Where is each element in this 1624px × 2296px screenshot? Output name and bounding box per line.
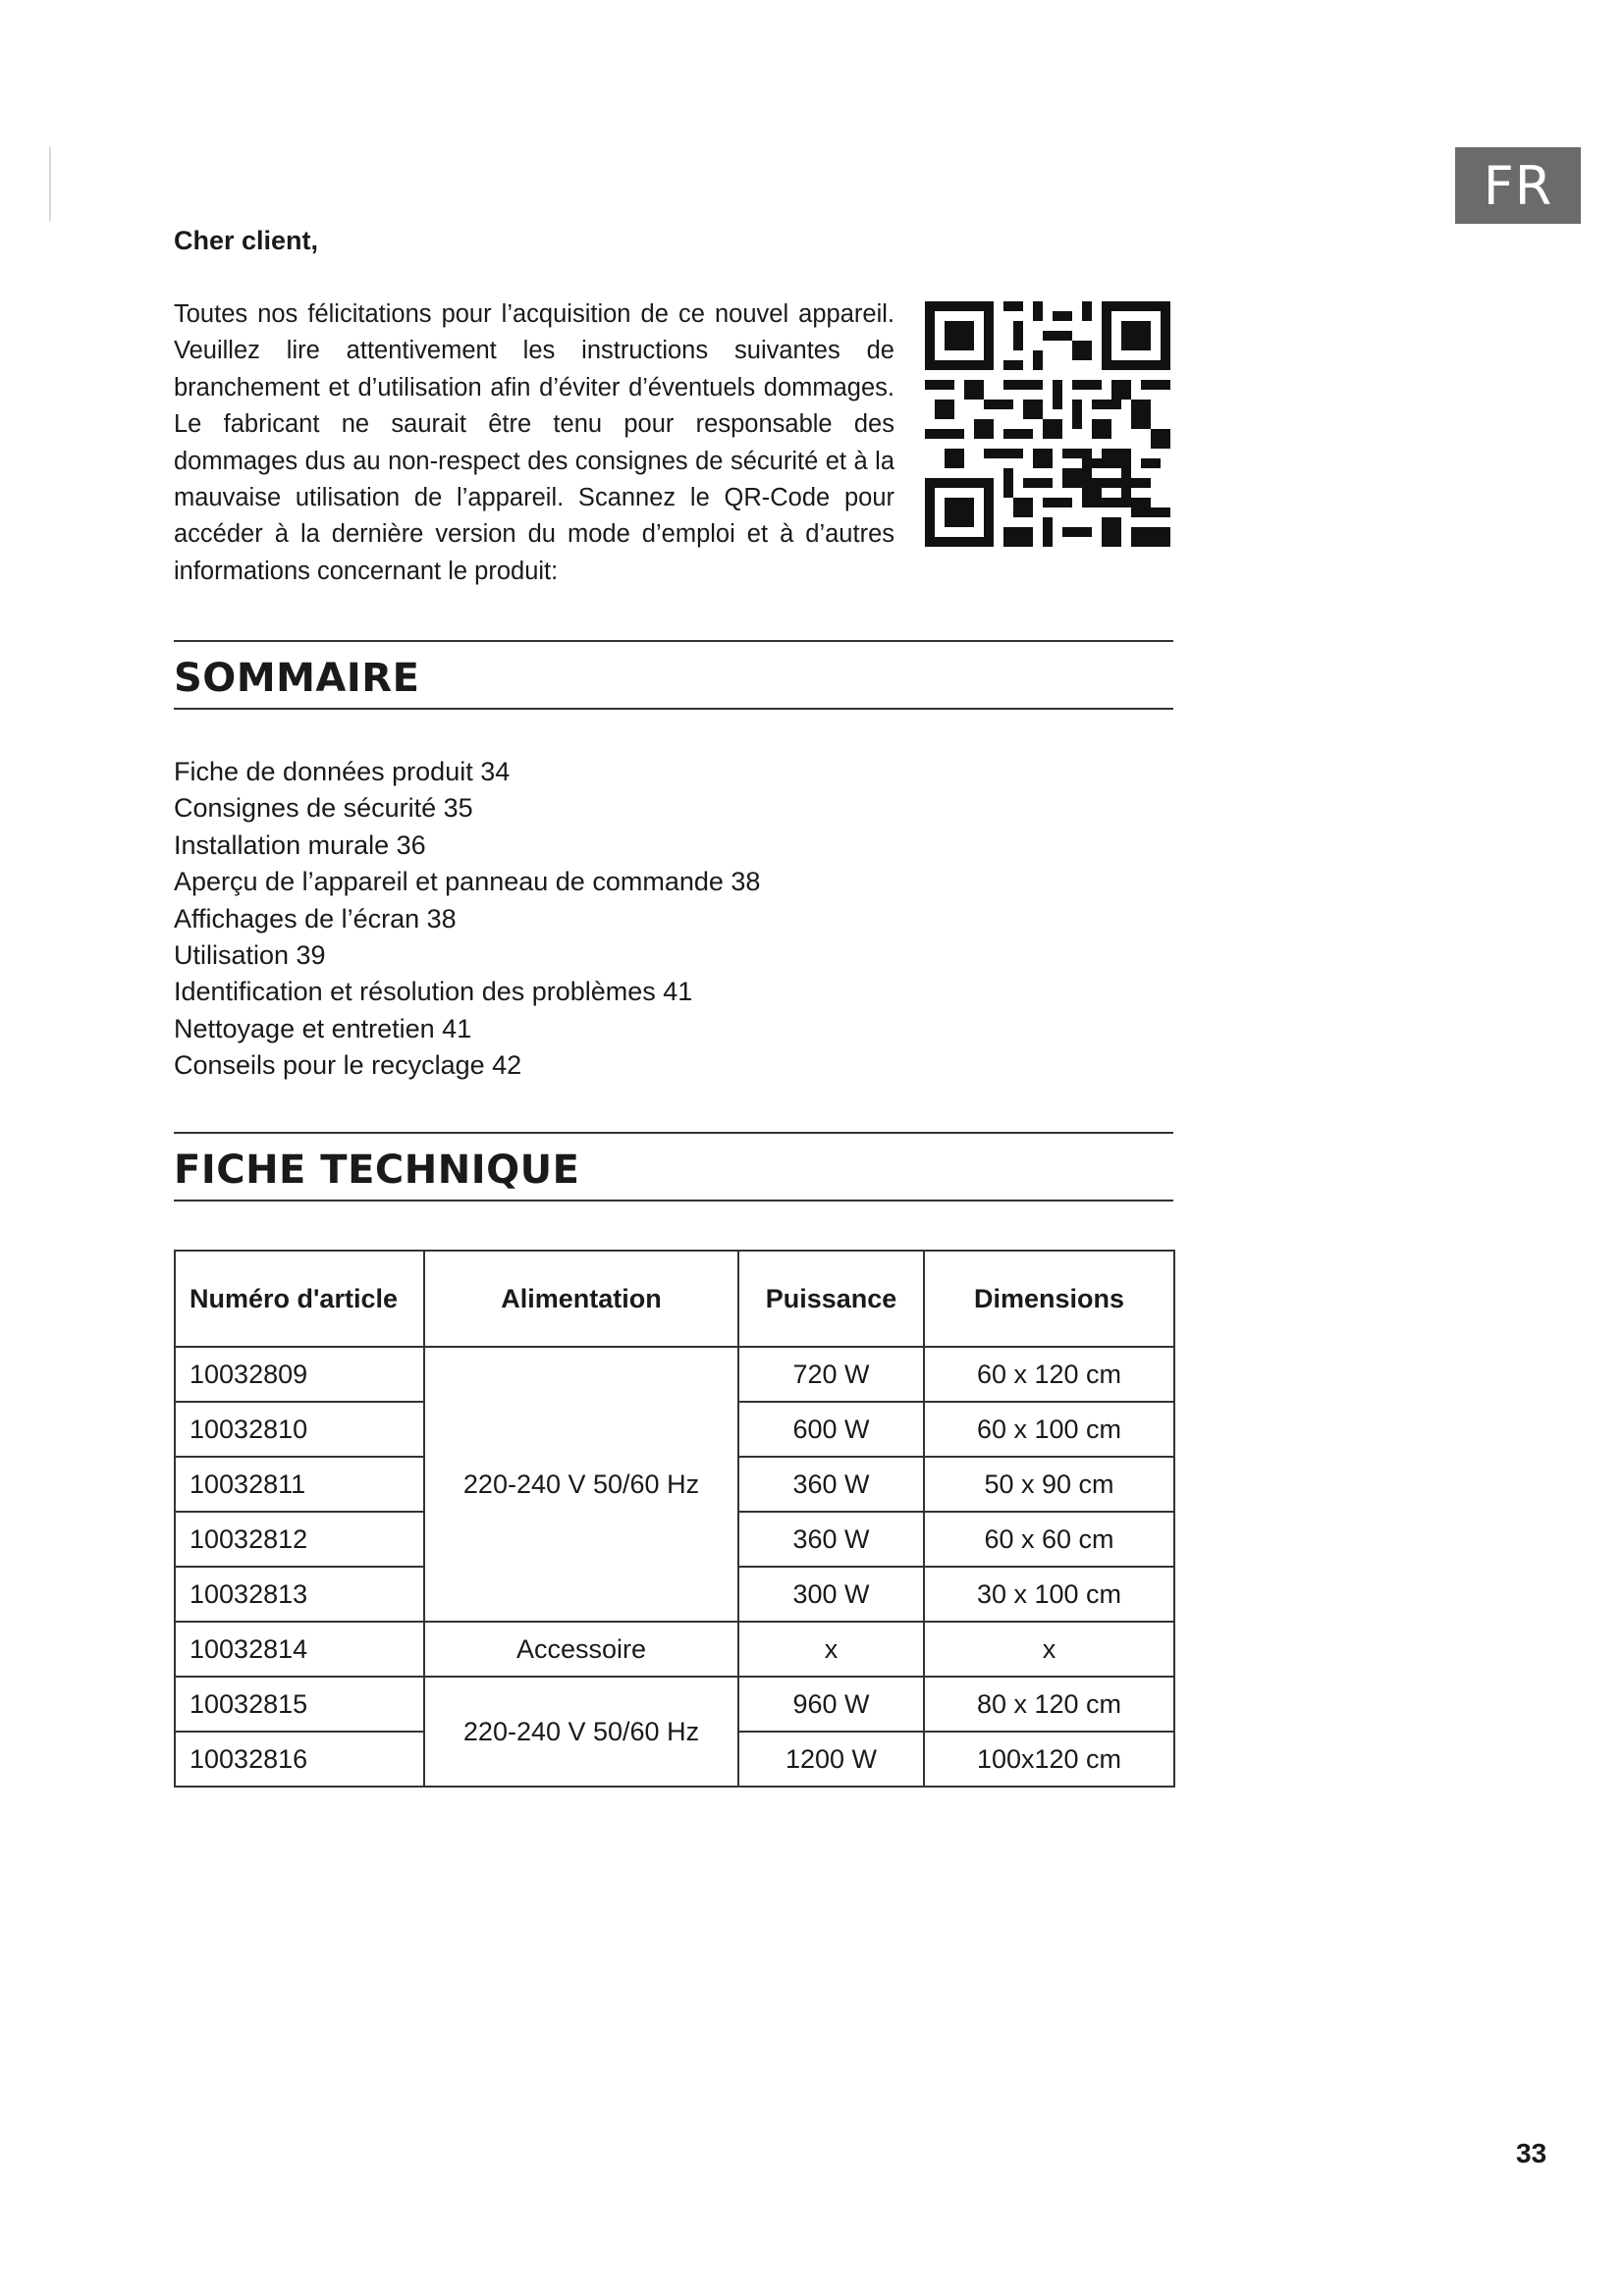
intro-paragraph: Toutes nos félicitations pour l’acquisition de ce nouvel appareil. Veuillez lire attentivement les instructions suivantes de branchement et d’utilisation afin d’éviter d’éventuels dommages. Le fabricant ne saurait être tenu pour responsable des dommages dus au non-respect des consignes de sécurité et à la mauvaise utilisation de l’appareil. Scannez le QR-Code pour accéder à la dernière version du mode d’emploi et à d’autres informations concernant le produit: [174, 300, 894, 585]
header-power: Puissance [738, 1251, 924, 1347]
table-row [175, 1347, 1174, 1402]
power-cell: 600 W [738, 1402, 924, 1457]
toc-item[interactable]: Conseils pour le recyclage 42 [174, 1050, 522, 1081]
dimensions-cell: 60 x 100 cm [924, 1402, 1174, 1457]
header-dimensions: Dimensions [924, 1251, 1174, 1347]
toc-item[interactable]: Consignes de sécurité 35 [174, 793, 473, 824]
toc-item[interactable]: Utilisation 39 [174, 939, 326, 970]
page-number: 33 [1516, 2138, 1547, 2168]
article-cell: 10032816 [175, 1732, 424, 1787]
supply-cell: 220-240 V 50/60 Hz [424, 1347, 738, 1622]
power-cell: 720 W [738, 1347, 924, 1402]
language-tab: FR [1455, 147, 1581, 224]
power-cell: 360 W [738, 1457, 924, 1512]
dimensions-cell: 80 x 120 cm [924, 1677, 1174, 1732]
dimensions-cell: 60 x 120 cm [924, 1347, 1174, 1402]
fiche-technique-title: FICHE TECHNIQUE [174, 1148, 580, 1193]
article-cell: 10032809 [175, 1347, 424, 1402]
table-row [175, 1677, 1174, 1732]
dimensions-cell: 100x120 cm [924, 1732, 1174, 1787]
spec-table [174, 1250, 1175, 1788]
article-cell: 10032812 [175, 1512, 424, 1567]
header-article: Numéro d'article [175, 1251, 424, 1347]
article-cell: 10032813 [175, 1567, 424, 1622]
rule-top-fiche [174, 1132, 1173, 1134]
power-cell: x [738, 1622, 924, 1677]
supply-cell: Accessoire [424, 1622, 738, 1677]
article-cell: 10032815 [175, 1677, 424, 1732]
article-cell: 10032814 [175, 1622, 424, 1677]
greeting: Cher client, [174, 226, 319, 255]
toc-item[interactable]: Identification et résolution des problèmes 41 [174, 977, 693, 1007]
rule-top-sommaire [174, 640, 1173, 642]
power-cell: 360 W [738, 1512, 924, 1567]
rule-bottom-fiche [174, 1200, 1173, 1201]
table-row [175, 1622, 1174, 1677]
qr-code-icon [925, 301, 1170, 547]
table-of-contents [174, 754, 760, 1085]
toc-item[interactable]: Installation murale 36 [174, 829, 426, 860]
article-cell: 10032810 [175, 1402, 424, 1457]
sommaire-title: SOMMAIRE [174, 656, 420, 701]
toc-item[interactable]: Aperçu de l’appareil et panneau de commande 38 [174, 867, 761, 897]
dimensions-cell: 50 x 90 cm [924, 1457, 1174, 1512]
dimensions-cell: 60 x 60 cm [924, 1512, 1174, 1567]
article-cell: 10032811 [175, 1457, 424, 1512]
toc-item[interactable]: Fiche de données produit 34 [174, 757, 511, 786]
supply-cell: 220-240 V 50/60 Hz [424, 1677, 738, 1787]
toc-item[interactable]: Affichages de l’écran 38 [174, 903, 457, 934]
margin-line [49, 147, 51, 221]
dimensions-cell: x [924, 1622, 1174, 1677]
header-supply: Alimentation [424, 1251, 738, 1347]
power-cell: 1200 W [738, 1732, 924, 1787]
table-header-row [175, 1251, 1174, 1347]
dimensions-cell: 30 x 100 cm [924, 1567, 1174, 1622]
toc-item[interactable]: Nettoyage et entretien 41 [174, 1013, 472, 1043]
power-cell: 960 W [738, 1677, 924, 1732]
rule-bottom-sommaire [174, 708, 1173, 710]
power-cell: 300 W [738, 1567, 924, 1622]
